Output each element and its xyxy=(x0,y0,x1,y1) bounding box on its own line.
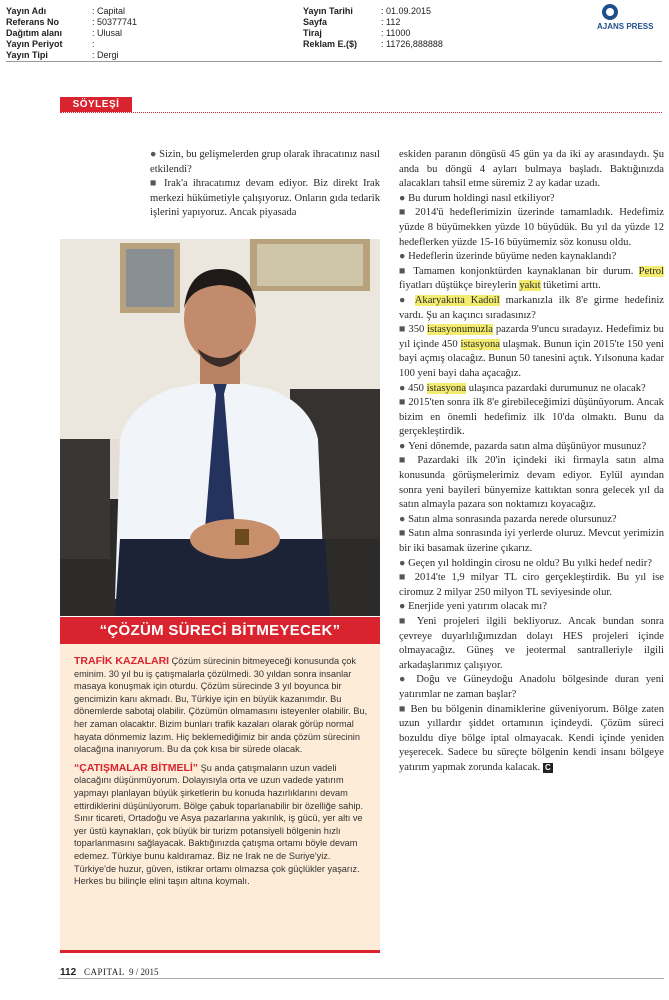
highlight: Petrol xyxy=(638,265,664,277)
header-value: : 50377741 xyxy=(92,17,138,27)
answer: ■ 2015'ten sonra ilk 8'e girebileceğimizi düşünüyorum. Ancak bizim en önemli hedefimiz ilk 10'da olmaktı. Bunu da gerçekleştirdik. xyxy=(399,396,664,440)
text: tüketimi arttı. xyxy=(540,280,601,292)
highlight: Akaryakıtta Kadoil xyxy=(414,294,500,306)
box-paragraph xyxy=(74,655,372,756)
question: ● Doğu ve Güneydoğu Anadolu bölgesinde duran yeni yatırımlar ne zaman başlar? xyxy=(399,673,664,702)
text: ulaşınca pazardaki durumunuz ne olacak? xyxy=(466,382,646,394)
highlight: yakıt xyxy=(519,280,541,292)
answer: ■ Satın alma sonrasında iyi yerlerde oluruz. Mevcut yerimizin bir iki basamak üzerine çıkarız. xyxy=(399,527,664,556)
footer-divider xyxy=(58,978,664,979)
question: ● Bu durum holdingi nasıl etkiliyor? xyxy=(399,192,664,207)
box-text: Şu anda çatışmaların uzun vadeli olacağını düşünmüyorum. Dolayısıyla orta ve uzun vadede yatırım yapmayı planlayan büyük şirketlerin bu konuda hazırlıklarını devam ettirdiklerini düşünüyorum. Bölge çabuk toparlanabilir bir özelliğe sahip. Sınır ticareti, Ortadoğu ve Asya pazarlarına yakınlık, iş gücü, yer altı ve yer üstü kaynakları, çok büyük bir turizm potansiyeli bölgenin hızlı toparlanmasını sağlayacak. Baktığınızda çatışma ortamı böyle devam edemez. Türkiye bunu kaldıramaz. Biz ne Irak ne de Suriye'yiz. Türkiye'de huzur, güven, istikrar ortamı olmazsa çok güçlükler yaşarız. Herkes bu bilinçle elini taşın altına koymalı. xyxy=(74,762,364,887)
interviewee-photo xyxy=(60,239,380,616)
text: 350 xyxy=(408,324,428,336)
header-label: Yayın Tarihi xyxy=(303,6,353,16)
header-label: Tiraj xyxy=(303,28,322,38)
magazine-name: CAPITAL xyxy=(84,967,125,977)
answer: ■ 2014'te 1,9 milyar TL ciro gerçekleştirdik. Bu yıl ise ciromuz 2 milyar 250 milyon TL seviyesinde olur. xyxy=(399,571,664,600)
highlight: istasyonumuzla xyxy=(427,324,493,336)
question: ● Yeni dönemde, pazarda satın alma düşünüyor musunuz? xyxy=(399,440,664,455)
section-tag: SÖYLEŞİ xyxy=(60,97,132,112)
section-divider xyxy=(60,112,662,113)
answer: ■ 2014'ü hedeflerimizin üzerinde tamamladık. Hedefimiz yüzde 8 büyümekken yüzde 10 büyüdük. Bu yıl da yüzde 12 hedeflerken yüzde 15-16 büyümemiz söz konusu oldu. xyxy=(399,206,664,250)
text: Ben bu bölgenin dinamiklerine güveniyorum. Bölge zaten uzun yıllardır şiddet ortamının içindeydi. Çözüm süreci bozuldu diye bölge iptal olmayacak. Kendi içinde yeniden yeşerecek. Sadece bu süreçte bölgenin kendi insanı bölgeye yatırım yapmak zorunda kalacak. xyxy=(399,703,664,773)
answer: ■ Irak'a ihracatımız devam ediyor. Biz direkt Irak merkezi hükümetiyle çalışıyoruz. Onların gıda tedarik işlerini yapıyoruz. Ancak piyasada xyxy=(150,177,380,221)
header-value: : 11000 xyxy=(381,28,411,38)
header-label: Dağıtım alanı xyxy=(6,28,63,38)
text: markanızla ilk 8'e girme hedefiniz vardı. Şu an kaçıncı sıradasınız? xyxy=(399,294,664,321)
header-value: : 01.09.2015 xyxy=(381,6,432,16)
question: ● Hedeflerin üzerinde büyüme neden kaynaklandı? xyxy=(399,250,664,265)
header-label: Reklam E.($) xyxy=(303,39,358,49)
box-title: “ÇÖZÜM SÜRECİ BİTMEYECEK” xyxy=(60,617,380,644)
highlight: istasyona xyxy=(460,338,500,350)
clipping-header xyxy=(0,0,669,62)
logo-text: AJANS PRESS xyxy=(597,22,654,31)
text: pazarda 9'uncu sıradayız. Hedefimiz bu yıl içinde 450 xyxy=(399,324,664,350)
text: 450 xyxy=(408,382,427,394)
sidebar-box xyxy=(60,617,380,951)
article-column-left xyxy=(150,148,380,221)
header-value: : xyxy=(92,39,95,49)
header-value: : Ulusal xyxy=(92,28,123,38)
answer: ■ Pazardaki ilk 20'in içindeki iki firmayla satın alma konusunda görüşmelerimiz devam ediyor. Eylül ayından sonra yeni bayileri bünyemize kattıktan sonra gelecek yıl da satın almayla pazara son noktamızı koyacağız. xyxy=(399,454,664,512)
question xyxy=(399,294,664,323)
answer: ■ Yeni projeleri ilgili bekliyoruz. Ancak bundan sonra çevreye duyarlılığımızdan dolayı HES projeleri içinde olmayacağız. Güneş ve jeotermal santralleriyle ilgili arkadaşlarımız çalışıyor. xyxy=(399,615,664,673)
header-label: Yayın Periyot xyxy=(6,39,63,49)
text: Tamamen konjonktürden kaynaklanan bir durum. xyxy=(413,265,639,277)
portrait-illustration xyxy=(60,239,380,616)
box-text: Çözüm sürecinin bitmeyeceği konusunda çok eminim. 30 yıl bu iş çatışmalarla çözülmedi. 30 yıldan sonra insanlar masaya konuşmak için oturdu. Çözüm sürecinde 3 yıl boyunca bir gencimizin kanı akmadı. Bu, Türkiye için en büyük kazanımdır. Bu dönemlerde sabotaj olabilir. Çözümün olmamasını isteyenler olabilir. Bu, her zaman olacaktır. Bizim bunları trafik kazaları olarak görüp normal hayata dönmemiz lazım. Hiç beklemediğimiz bir anda çözüm sürecinin olacağına inanıyorum. Bu da çok kısa bir sürede olacak. xyxy=(74,656,368,755)
issue-number: 9 / 2015 xyxy=(129,967,159,977)
question: ● Geçen yıl holdingin cirosu ne oldu? Bu yılki hedef nedir? xyxy=(399,557,664,572)
end-mark-icon: C xyxy=(543,763,553,773)
text: ulaşmak. Bunun için 2015'te 150 yeni bayi açmış olacağız. Bunun 50 tanesini açtık. Yılsonuna kadar 100 yeni bayi daha açacağız. xyxy=(399,338,665,379)
logo-icon xyxy=(602,4,618,20)
box-lead: TRAFİK KAZALARI xyxy=(74,655,170,667)
answer xyxy=(399,265,664,294)
question: ● Satın alma sonrasında pazarda nerede olursunuz? xyxy=(399,513,664,528)
header-value: : Dergi xyxy=(92,50,119,60)
answer xyxy=(399,323,664,381)
paragraph: eskiden paranın döngüsü 45 gün ya da iki ay arasındaydı. Şu anda bu döngü 4 ayları bulmaya başladı. Baktığınızda alacakları tahsil etme süremiz 2 ay kadar uzadı. xyxy=(399,149,664,190)
header-label: Referans No xyxy=(6,17,60,27)
page-number: 112 xyxy=(60,967,77,978)
question: ● Sizin, bu gelişmelerden grup olarak ihracatınız nasıl etkilendi? xyxy=(150,148,380,177)
header-value: : Capital xyxy=(92,6,126,16)
ajans-press-logo xyxy=(597,4,663,36)
header-divider xyxy=(6,61,662,62)
box-lead: “ÇATIŞMALAR BİTMELİ” xyxy=(74,761,199,774)
article-column-right xyxy=(399,148,664,776)
header-value: : 112 xyxy=(381,17,401,27)
highlight: istasyona xyxy=(426,382,467,394)
question: ● Enerjide yeni yatırım olacak mı? xyxy=(399,600,664,615)
box-body xyxy=(74,655,372,894)
answer xyxy=(399,703,664,776)
question xyxy=(399,382,664,397)
box-paragraph xyxy=(74,762,372,888)
header-label: Yayın Tipi xyxy=(6,50,48,60)
header-label: Yayın Adı xyxy=(6,6,47,16)
box-bottom-rule xyxy=(60,950,380,953)
header-value: : 11726,888888 xyxy=(381,39,443,49)
header-label: Sayfa xyxy=(303,17,328,27)
text: fiyatları düştükçe bireylerin xyxy=(399,280,520,292)
